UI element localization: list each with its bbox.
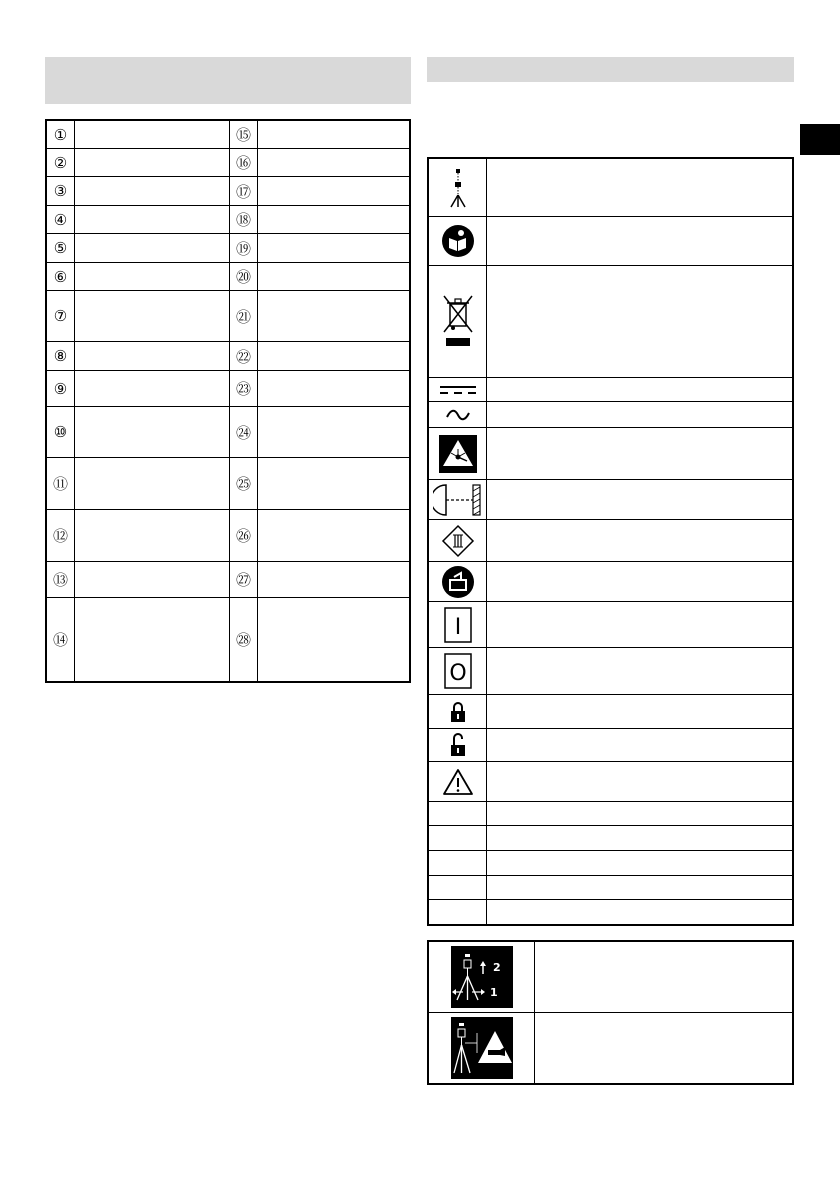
symbol-row	[429, 648, 792, 695]
symbol-row	[429, 428, 792, 480]
part-number: ㉘	[230, 598, 258, 681]
parts-row	[47, 342, 409, 371]
parts-row	[47, 263, 409, 291]
part-number: ⑤	[47, 234, 75, 262]
parts-row	[47, 510, 409, 562]
part-number: ⑥	[47, 263, 75, 290]
symbol-row	[429, 602, 792, 648]
caution-icon	[429, 762, 487, 801]
tripod-adjust-icon	[429, 942, 535, 1012]
parts-row	[47, 206, 409, 234]
parts-row	[47, 598, 409, 681]
symbol-row	[429, 802, 792, 826]
symbol-row	[429, 695, 792, 729]
part-number: ④	[47, 206, 75, 233]
part-number: ⑭	[47, 598, 75, 681]
lock-closed-icon	[429, 695, 487, 728]
switch-on-letter: I	[454, 614, 461, 640]
part-number: ⑯	[230, 149, 258, 176]
symbol-row	[429, 480, 792, 520]
parts-row	[47, 562, 409, 598]
weee-disposal-icon	[429, 266, 487, 377]
symbol-row	[429, 402, 792, 428]
step-label-2: 2	[492, 961, 501, 974]
parts-row	[47, 234, 409, 263]
symbols-header	[427, 57, 794, 82]
laser-beam-target-icon	[429, 480, 487, 519]
part-number: ⑮	[230, 121, 258, 148]
symbol-row	[429, 378, 792, 402]
switch-on-icon	[429, 602, 487, 647]
part-number: ⑩	[47, 407, 75, 457]
symbol-row	[429, 159, 792, 217]
part-number: ㉖	[230, 510, 258, 561]
symbol-row	[429, 851, 792, 876]
part-number: ㉗	[230, 562, 258, 597]
parts-row	[47, 121, 409, 149]
symbol-row	[429, 876, 792, 900]
switch-off-icon	[429, 648, 487, 694]
part-number: ⑫	[47, 510, 75, 561]
part-number: ①	[47, 121, 75, 148]
tripod-crush-warning-icon	[429, 1013, 535, 1083]
part-number: ⑳	[230, 263, 258, 290]
symbol-row	[429, 266, 792, 378]
parts-list-table	[45, 119, 411, 683]
part-number: ⑰	[230, 177, 258, 205]
symbol-row	[429, 826, 792, 851]
parts-row	[47, 149, 409, 177]
symbol-row	[429, 762, 792, 802]
symbol-row	[429, 900, 792, 924]
step-label-1: 1	[489, 986, 498, 999]
part-number: ⑲	[230, 234, 258, 262]
part-number: ③	[47, 177, 75, 205]
tripod-row	[429, 1013, 792, 1083]
part-number: ⑧	[47, 342, 75, 370]
parts-row	[47, 458, 409, 510]
part-number: ⑬	[47, 562, 75, 597]
tripod-table	[427, 940, 794, 1085]
symbol-row	[429, 729, 792, 762]
symbols-table	[427, 157, 794, 926]
part-number: ⑨	[47, 371, 75, 406]
parts-row	[47, 407, 409, 458]
part-number: ⑱	[230, 206, 258, 233]
symbol-row	[429, 562, 792, 602]
language-side-tab	[800, 124, 840, 155]
laser-tripod-icon	[429, 159, 487, 216]
protection-class-iii-icon	[429, 520, 487, 561]
parts-row	[47, 371, 409, 407]
parts-row	[47, 177, 409, 206]
part-number: ㉕	[230, 458, 258, 509]
laser-warning-icon	[429, 428, 487, 479]
part-number: ⑦	[47, 291, 75, 341]
part-number: ⑪	[47, 458, 75, 509]
part-number: ㉒	[230, 342, 258, 370]
alternating-current-icon	[429, 402, 487, 427]
direct-current-icon	[429, 378, 487, 401]
switch-off-letter: O	[448, 661, 467, 686]
part-number: ㉔	[230, 407, 258, 457]
parts-row	[47, 291, 409, 342]
part-number: ㉑	[230, 291, 258, 341]
indoor-use-icon	[429, 562, 487, 601]
lock-open-icon	[429, 729, 487, 761]
parts-list-header	[45, 57, 411, 104]
read-manual-icon	[429, 217, 487, 265]
part-number: ㉓	[230, 371, 258, 406]
tripod-row	[429, 942, 792, 1013]
part-number: ②	[47, 149, 75, 176]
symbol-row	[429, 520, 792, 562]
symbol-row	[429, 217, 792, 266]
